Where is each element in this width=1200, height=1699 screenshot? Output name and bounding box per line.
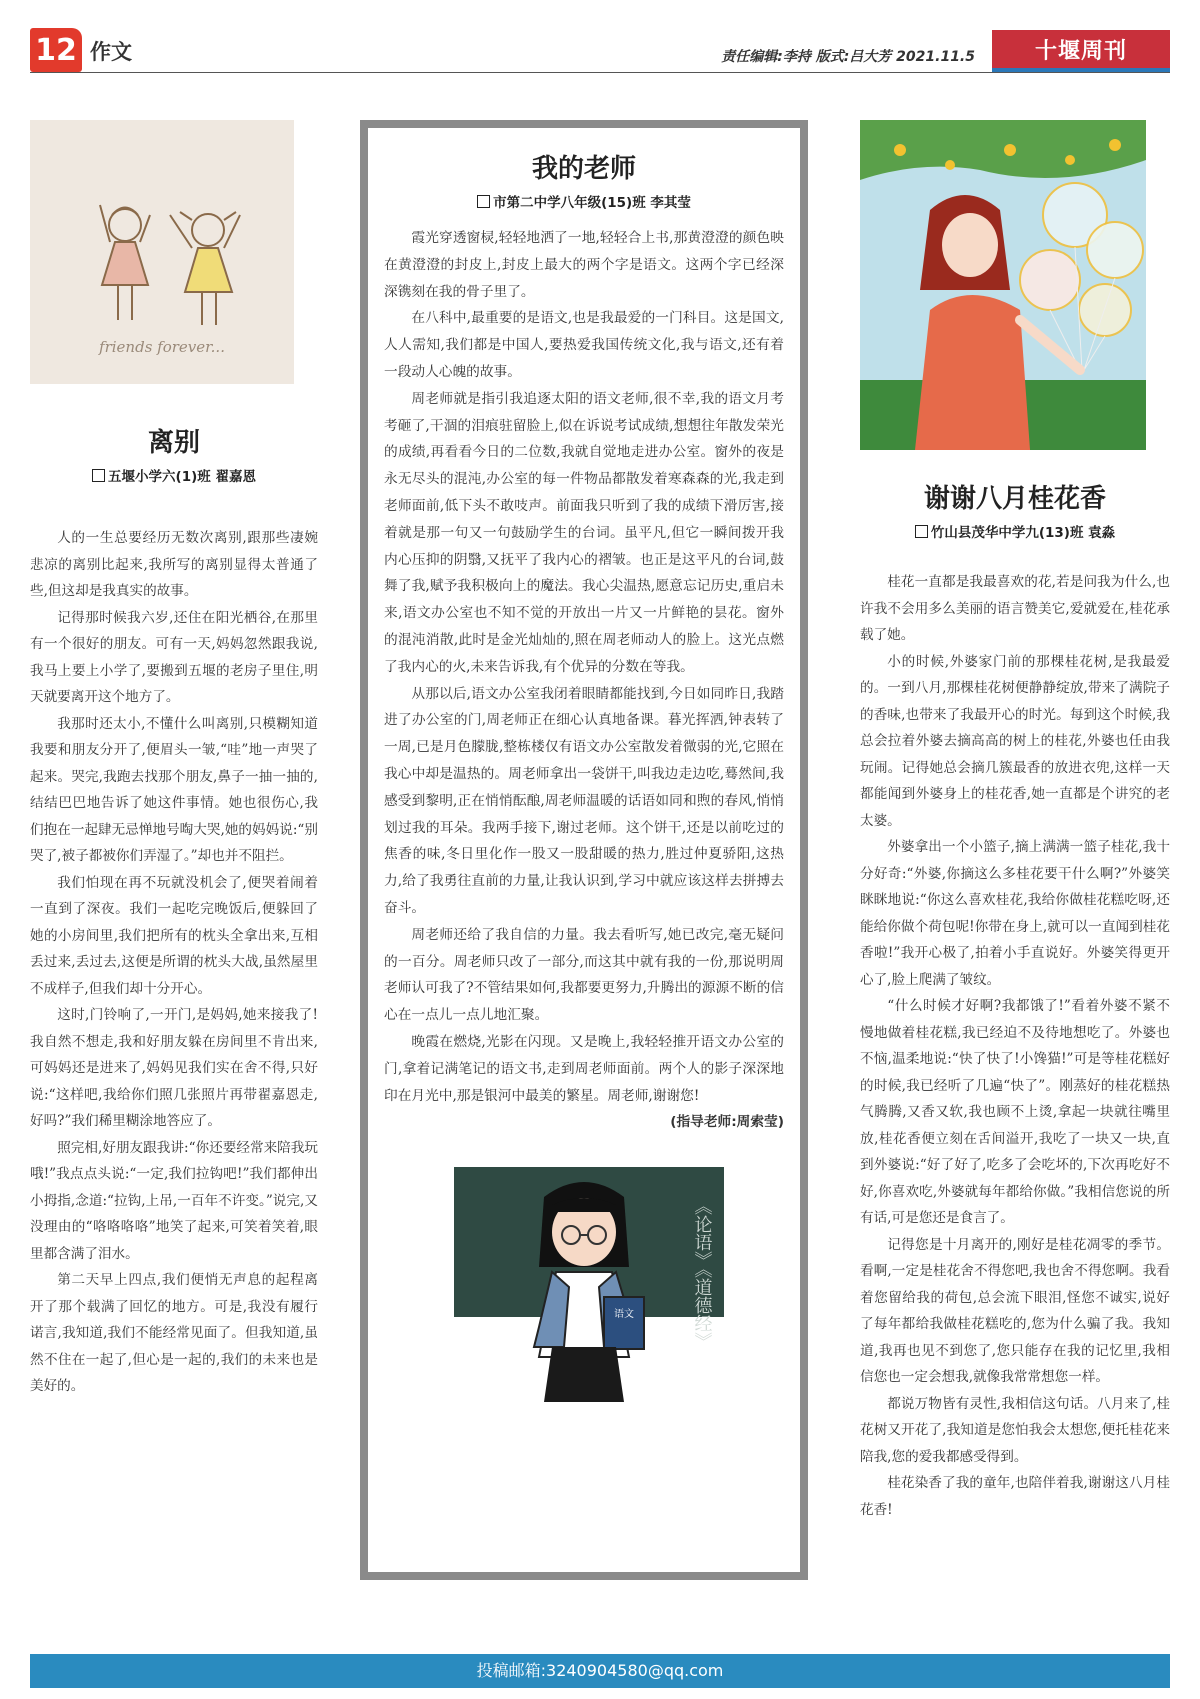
book-label: 语文 bbox=[614, 1309, 634, 1321]
paragraph: 桂花染香了我的童年,也陪伴着我,谢谢这八月桂花香! bbox=[860, 1475, 1170, 1518]
paragraph: 从那以后,语文办公室我闭着眼睛都能找到,今日如同昨日,我踏进了办公室的门,周老师正在细心认真地备课。暮光挥洒,钟表转了一周,已是月色朦胧,整栋楼仅有语文办公室散发着微弱的光,它照在我心中却是温热的。周老师拿出一袋饼干,叫我边走边吃,蓦然间,我感受到黎明,正在悄悄酝酿,周老师温暖的话语如同和煦的春风,悄悄划过我的耳朵。我两手接下,谢过老师。这个饼干,还是以前吃过的焦香的味,冬日里化作一股又一股甜暖的热力,胜过仲夏骄阳,这热力,给了我勇往直前的力量,让我认识到,学习中就应该这样去拼搏去奋斗。 bbox=[384, 685, 784, 916]
girl-balloons-illustration bbox=[860, 120, 1146, 450]
article-body bbox=[384, 225, 784, 1131]
paragraph: 周老师还给了我自信的力量。我去看听写,她已改完,毫无疑问的一百分。周老师只改了一部分,而这其中就有我的一份,那说明周老师认可我了?不管结果如何,我都要更努力,升腾出的源源不断的信心在一点儿一点儿地汇聚。 bbox=[384, 926, 784, 1024]
advisor-credit: (指导老师:周索莹) bbox=[670, 1114, 784, 1131]
footer-label: 投稿邮箱: bbox=[476, 1661, 547, 1680]
section-title: 作文 bbox=[90, 40, 132, 64]
board-text: 《论语》《道德经》 bbox=[691, 1197, 713, 1351]
byline-box-icon bbox=[915, 525, 928, 538]
paragraph: 人的一生总要经历无数次离别,跟那些凄婉悲凉的离别比起来,我所写的离别显得太普通了些,但这却是我真实的故事。 bbox=[30, 530, 318, 599]
page-header bbox=[30, 28, 1170, 74]
article-body bbox=[30, 525, 318, 1400]
article-my-teacher bbox=[384, 148, 784, 1417]
two-girls-drawing bbox=[30, 120, 294, 384]
article-title: 离别 bbox=[147, 428, 200, 458]
page-number: 12 bbox=[30, 28, 82, 72]
paragraph: 我们怕现在再不玩就没机会了,便哭着闹着一直到了深夜。我们一起吃完晚饭后,便躲回了她的小房间里,我们把所有的枕头全拿出来,互相丢过来,丢过去,这便是所谓的枕头大战,虽然屋里不成样子,但我们却十分开心。 bbox=[30, 874, 318, 997]
balloon bbox=[1087, 222, 1143, 278]
submission-footer bbox=[30, 1654, 1170, 1688]
header-divider bbox=[30, 72, 1170, 73]
paragraph: 第二天早上四点,我们便悄无声息的起程离开了那个载满了回忆的地方。可是,我没有履行诺言,我知道,我们不能经常见面了。但我知道,虽然不住在一起了,但心是一起的,我们的未来也是美好的。 bbox=[30, 1272, 318, 1394]
paragraph: 记得您是十月离开的,刚好是桂花凋零的季节。看啊,一定是桂花舍不得您吧,我也舍不得您啊。我看着您留给我的荷包,总会流下眼泪,怪您不诚实,说好了每年都给我做桂花糕吃的,您为什么骗了我。我知道,我再也见不到您了,您只能存在我的记忆里,我相信您也一定会想我,就像我常常想您一样。 bbox=[860, 1236, 1170, 1385]
book-icon bbox=[604, 1297, 644, 1349]
paragraph: 照完相,好朋友跟我讲:“你还要经常来陪我玩哦!”我点点头说:“一定,我们拉钩吧!”我们都伸出小拇指,念道:“拉钩,上吊,一百年不许变。”说完,又没理由的“咯咯咯咯”地笑了起来,可笑着笑着,眼里都含满了泪水。 bbox=[30, 1139, 318, 1262]
teacher-skirt bbox=[544, 1347, 624, 1402]
paragraph: 在八科中,最重要的是语文,也是我最爱的一门科目。这是国文,人人需知,我们都是中国人,要热爱我国传统文化,我与语文,还有着一段动人心魄的故事。 bbox=[384, 310, 784, 380]
paragraph: 周老师就是指引我追逐太阳的语文老师,很不幸,我的语文月考考砸了,干涸的泪痕驻留脸上,似在诉说考试成绩,想想往年散发荣光的成绩,再看看今日的二位数,我就自觉地走进办公室。窗外的夜是永无尽头的混沌,办公室的每一件物品都散发着寒森森的光,我走到老师面前,低下头不敢吱声。前面我只听到了我的成绩下滑厉害,接着就是那一句又一句鼓励学生的台词。虽平凡,但它一瞬间拨开我内心压抑的阴翳,又抚平了我内心的褶皱。也正是这平凡的台词,鼓舞了我,赋予我积极向上的魔法。我心尖温热,愿意忘记历史,重启未来,语文办公室也不知不觉的开放出一片又一片鲜艳的昙花。窗外的混沌消散,此时是金光灿灿的,照在周老师动人的脸上。这光点燃了我内心的火,未来告诉我,有个优异的分数在等我。 bbox=[384, 390, 784, 675]
paragraph: 这时,门铃响了,一开门,是妈妈,她来接我了!我自然不想走,我和好朋友躲在房间里不肯出来,可妈妈还是进来了,妈妈见我们实在舍不得,只好说:“这样吧,我给你们照几张照片再带翟嘉恩走,好吗?”我们稀里糊涂地答应了。 bbox=[30, 1007, 318, 1129]
article-byline: 竹山县茂华中学九(13)班 袁淼 bbox=[860, 521, 1170, 541]
article-farewell bbox=[30, 120, 318, 1400]
editor-credits: 责任编辑:李持 版式:吕大芳 2021.11.5 bbox=[721, 49, 975, 65]
balloon bbox=[1020, 250, 1080, 310]
paragraph: 我那时还太小,不懂什么叫离别,只模糊知道我要和朋友分开了,便眉头一皱,“哇”地一声哭了起来。哭完,我跑去找那个朋友,鼻子一抽一抽的,结结巴巴地告诉了她这件事情。她也很伤心,我们抱在一起肆无忌惮地号啕大哭,她的妈妈说:“别哭了,被子都被你们弄湿了。”却也并不阻拦。 bbox=[30, 715, 318, 864]
friends-illustration bbox=[30, 120, 294, 384]
paragraph: 小的时候,外婆家门前的那棵桂花树,是我最爱的。一到八月,那棵桂花树便静静绽放,带来了满院子的香味,也带来了我最开心的时光。每到这个时候,我总会拉着外婆去摘高高的树上的桂花,外婆也任由我玩闹。记得她总会摘几簇最香的放进衣兜,这样一天都能闻到外婆身上的桂花香,她一直都是个讲究的老太婆。 bbox=[860, 653, 1170, 829]
article-osmanthus bbox=[860, 120, 1170, 1523]
article-byline: 市第二中学八年级(15)班 李其莹 bbox=[384, 191, 784, 211]
paragraph: 桂花一直都是我最喜欢的花,若是问我为什么,也许我不会用多么美丽的语言赞美它,爱就爱在,桂花承载了她。 bbox=[860, 574, 1170, 643]
girl-face bbox=[942, 213, 998, 277]
byline-box-icon bbox=[477, 195, 490, 208]
submission-email[interactable]: 3240904580@qq.com bbox=[546, 1661, 724, 1680]
paragraph: 霞光穿透窗棂,轻轻地洒了一地,轻轻合上书,那黄澄澄的颜色映在黄澄澄的封皮上,封皮上最大的两个字是语文。这两个字已经深深镌刻在我的骨子里了。 bbox=[384, 230, 784, 300]
paragraph: “什么时候才好啊?我都饿了!”看着外婆不紧不慢地做着桂花糕,我已经迫不及待地想吃了。外婆也不恼,温柔地说:“快了快了!小馋猫!”可是等桂花糕好的时候,我已经听了几遍“快了”。刚蒸好的桂花糕热气腾腾,又香又软,我也顾不上烫,拿起一块就往嘴里放,桂花香便立刻在舌间溢开,我吃了一块又一块,直到外婆说:“好了好了,吃多了会吃坏的,下次再吃好不好,你喜欢吃,外婆就每年都给你做。”我相信您说的所有话,可是您还是食言了。 bbox=[860, 998, 1170, 1226]
paragraph: 记得那时候我六岁,还住在阳光栖谷,在那里有一个很好的朋友。可有一天,妈妈忽然跟我说,我马上要上小学了,要搬到五堰的老房子里住,明天就要离开这个地方了。 bbox=[30, 609, 318, 705]
article-body bbox=[860, 569, 1170, 1523]
article-byline: 五堰小学六(1)班 翟嘉恩 bbox=[30, 465, 318, 485]
masthead-logo: 十堰周刊 bbox=[992, 30, 1170, 72]
paragraph: 都说万物皆有灵性,我相信这句话。八月来了,桂花树又开花了,我知道是您怕我会太想您,便托桂花来陪我,您的爱我都感受得到。 bbox=[860, 1395, 1170, 1465]
article-title: 谢谢八月桂花香 bbox=[923, 484, 1106, 514]
article-title: 我的老师 bbox=[531, 154, 636, 184]
paragraph: 外婆拿出一个小篮子,摘上满满一篮子桂花,我十分好奇:“外婆,你摘这么多桂花要干什么啊?”外婆笑眯眯地说:“你这么喜欢桂花,我给你做桂花糕吃呀,还能给你做个荷包呢!你带在身上,就可以一直闻到桂花香啦!”我开心极了,拍着小手直说好。外婆笑得更开心了,脸上爬满了皱纹。 bbox=[860, 839, 1170, 988]
paragraph: 晚霞在燃烧,光影在闪现。又是晚上,我轻轻推开语文办公室的门,拿着记满笔记的语文书,走到周老师面前。两个人的影子深深地印在月光中,那是银河中最美的繁星。周老师,谢谢您! (指导老师:周索莹) bbox=[384, 1029, 784, 1109]
balloon bbox=[1079, 284, 1131, 336]
art-caption: friends forever... bbox=[99, 338, 225, 356]
byline-box-icon bbox=[92, 469, 105, 482]
teacher-illustration bbox=[434, 1157, 734, 1417]
girl-dress bbox=[915, 295, 1030, 450]
